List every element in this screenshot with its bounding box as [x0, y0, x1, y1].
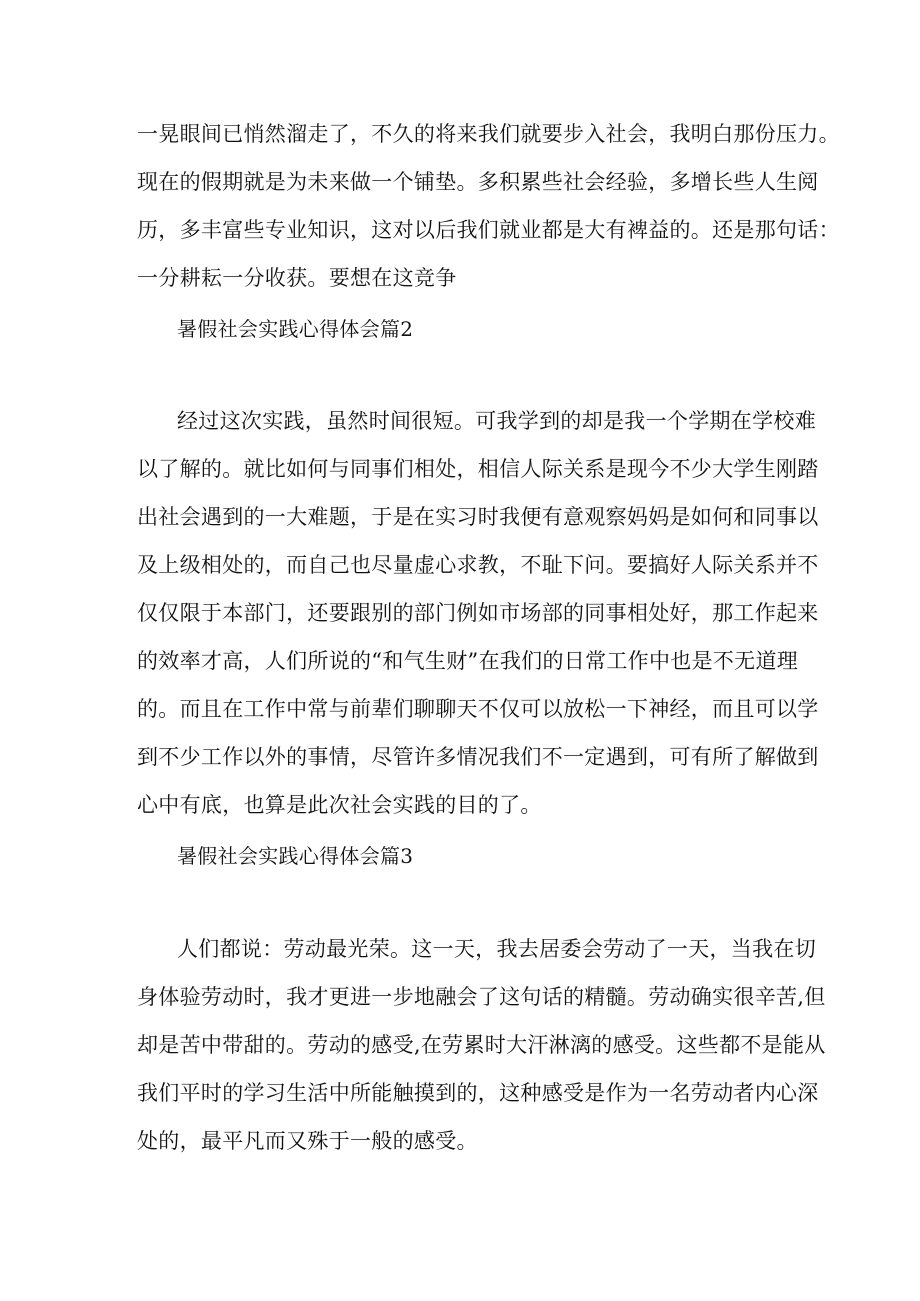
- paragraph-line: 却是苦中带甜的。劳动的感受,在劳累时大汗淋漓的感受。这些都不是能从: [137, 1033, 826, 1057]
- paragraph-line: 一分耕耘一分收获。要想在这竞争: [137, 266, 457, 290]
- paragraph-line: 现在的假期就是为未来做一个铺垫。多积累些社会经验，多增长些人生阅: [137, 170, 819, 194]
- paragraph-line: 到不少工作以外的事情，尽管许多情况我们不一定遇到，可有所了解做到: [137, 745, 819, 769]
- paragraph-line: 的效率才高，人们所说的“和气生财”在我们的日常工作中也是不无道理: [137, 649, 799, 673]
- paragraph-line: 心中有底，也算是此次社会实践的目的了。: [137, 793, 542, 817]
- paragraph-line: 及上级相处的，而自己也尽量虚心求教，不耻下问。要搞好人际关系并不: [137, 553, 819, 577]
- paragraph-line: 历，多丰富些专业知识，这对以后我们就业都是大有裨益的。还是那句话：: [137, 218, 840, 242]
- paragraph-line: 以了解的。就比如何与同事们相处，相信人际关系是现今不少大学生刚踏: [137, 457, 819, 481]
- paragraph-line: 出社会遇到的一大难题，于是在实习时我便有意观察妈妈是如何和同事以: [137, 505, 819, 529]
- paragraph-line: 经过这次实践，虽然时间很短。可我学到的却是我一个学期在学校难: [177, 409, 816, 433]
- paragraph-line: 人们都说：劳动最光荣。这一天，我去居委会劳动了一天，当我在切: [177, 937, 816, 961]
- paragraph-line: 处的，最平凡而又殊于一般的感受。: [137, 1129, 478, 1153]
- section-heading-2: 暑假社会实践心得体会篇2: [177, 317, 414, 341]
- paragraph-line: 的。而且在工作中常与前辈们聊聊天不仅可以放松一下神经，而且可以学: [137, 697, 819, 721]
- section-heading-3: 暑假社会实践心得体会篇3: [177, 844, 414, 868]
- paragraph-line: 仅仅限于本部门，还要跟别的部门例如市场部的同事相处好，那工作起来: [137, 601, 819, 625]
- paragraph-line: 一晃眼间已悄然溜走了，不久的将来我们就要步入社会，我明白那份压力。: [137, 122, 840, 146]
- paragraph-line: 身体验劳动时，我才更进一步地融会了这句话的精髓。劳动确实很辛苦,但: [137, 985, 826, 1009]
- paragraph-line: 我们平时的学习生活中所能触摸到的，这种感受是作为一名劳动者内心深: [137, 1081, 819, 1105]
